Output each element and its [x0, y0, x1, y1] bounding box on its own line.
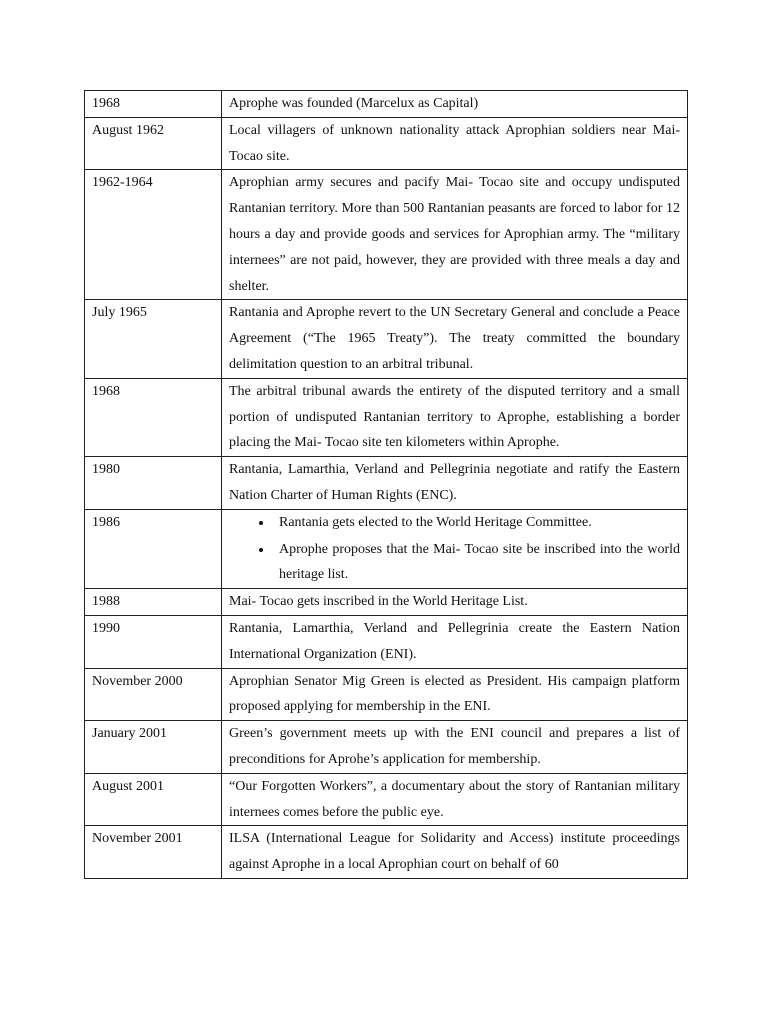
- bullet-list: [229, 510, 680, 588]
- event-cell: Rantania, Lamarthia, Verland and Pellegrinia create the Eastern Nation International Organization (ENI).: [222, 615, 688, 668]
- table-row: [85, 826, 688, 879]
- event-cell: Aprophian army secures and pacify Mai- Tocao site and occupy undisputed Rantanian territory. More than 500 Rantanian peasants are forced to labor for 12 hours a day and provide goods and services for Aprophian army. The “military internees” are not paid, however, they are provided with three meals a day and shelter.: [222, 170, 688, 300]
- event-cell: Local villagers of unknown nationality attack Aprophian soldiers near Mai- Tocao site.: [222, 117, 688, 170]
- table-row: [85, 170, 688, 300]
- date-cell: January 2001: [85, 721, 222, 774]
- event-cell: Rantania, Lamarthia, Verland and Pellegrinia negotiate and ratify the Eastern Nation Charter of Human Rights (ENC).: [222, 457, 688, 510]
- table-row: [85, 457, 688, 510]
- date-cell: 1968: [85, 91, 222, 118]
- event-cell: Green’s government meets up with the ENI council and prepares a list of preconditions for Aprohe’s application for membership.: [222, 721, 688, 774]
- date-cell: 1988: [85, 589, 222, 616]
- event-cell: [222, 509, 688, 588]
- table-row: [85, 773, 688, 826]
- table-row: [85, 300, 688, 378]
- event-cell: Mai- Tocao gets inscribed in the World Heritage List.: [222, 589, 688, 616]
- timeline-table: [84, 90, 688, 879]
- table-row: [85, 91, 688, 118]
- list-item: • Rantania gets elected to the World Heritage Committee.: [273, 510, 680, 536]
- table-row: [85, 615, 688, 668]
- table-row: [85, 117, 688, 170]
- date-cell: November 2000: [85, 668, 222, 721]
- date-cell: November 2001: [85, 826, 222, 879]
- date-cell: August 2001: [85, 773, 222, 826]
- date-cell: 1962-1964: [85, 170, 222, 300]
- date-cell: July 1965: [85, 300, 222, 378]
- list-item: • Aprophe proposes that the Mai- Tocao site be inscribed into the world heritage list.: [273, 537, 680, 589]
- table-row: [85, 668, 688, 721]
- event-cell: ILSA (International League for Solidarity and Access) institute proceedings against Aprophe in a local Aprophian court on behalf of 60: [222, 826, 688, 879]
- date-cell: 1986: [85, 509, 222, 588]
- date-cell: 1990: [85, 615, 222, 668]
- date-cell: 1980: [85, 457, 222, 510]
- event-cell: Rantania and Aprophe revert to the UN Secretary General and conclude a Peace Agreement (“The 1965 Treaty”). The treaty committed the boundary delimitation question to an arbitral tribunal.: [222, 300, 688, 378]
- table-row: [85, 509, 688, 588]
- date-cell: August 1962: [85, 117, 222, 170]
- table-row: [85, 721, 688, 774]
- event-cell: Aprophian Senator Mig Green is elected as President. His campaign platform proposed applying for membership in the ENI.: [222, 668, 688, 721]
- event-cell: “Our Forgotten Workers”, a documentary about the story of Rantanian military internees comes before the public eye.: [222, 773, 688, 826]
- date-cell: 1968: [85, 378, 222, 456]
- table-row: [85, 378, 688, 456]
- event-cell: Aprophe was founded (Marcelux as Capital): [222, 91, 688, 118]
- table-row: [85, 589, 688, 616]
- event-cell: The arbitral tribunal awards the entirety of the disputed territory and a small portion of undisputed Rantanian territory to Aprophe, establishing a border placing the Mai- Tocao site ten kilometers within Aprophe.: [222, 378, 688, 456]
